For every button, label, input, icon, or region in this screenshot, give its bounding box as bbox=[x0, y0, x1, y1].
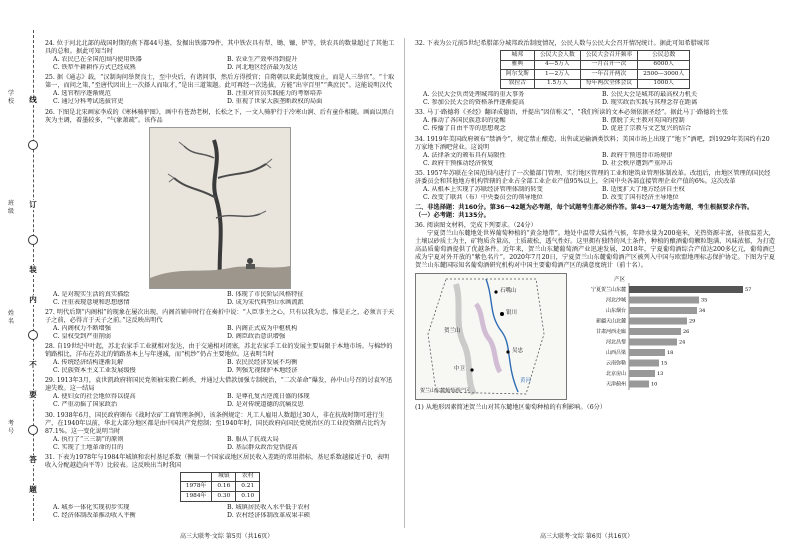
map-legend-label: 贺兰山东麓葡萄酒产区 bbox=[420, 387, 471, 394]
option-b[interactable]: B. 农民民经济发展不均衡 bbox=[227, 359, 298, 367]
option-b[interactable]: B. 适度扩大了地方经济自主权 bbox=[602, 185, 685, 193]
option-c[interactable]: C. 民族资本主义工业发展缓慢 bbox=[53, 367, 136, 375]
bar-value-label: 26 bbox=[683, 328, 690, 335]
table-cell: 4—5万人 bbox=[534, 60, 580, 70]
question-stem: 28. 自19世纪中叶起，苏北农家手工业就相对发达，由于交通相对闭塞，苏北农家手工业的发展主要局限于本地市场。与棉纱的销路相比，洋布在苏北的销路基本上与年递减，而“机纱”仍占主要地位。这表明当时 bbox=[45, 343, 393, 359]
map-place-label: 中卫 bbox=[454, 365, 466, 372]
bar bbox=[629, 380, 649, 387]
table-header-row bbox=[180, 472, 259, 482]
option-list bbox=[45, 436, 395, 452]
map-place-label: 贺兰山 bbox=[444, 327, 461, 334]
bar-value-label: 13 bbox=[657, 370, 664, 377]
option-a[interactable]: A. 从根本上实现了苏联经济管理体制的转变 bbox=[423, 185, 543, 193]
section-subtitle: （一）必考题：共135分。 bbox=[415, 212, 490, 220]
bar bbox=[629, 286, 743, 293]
option-list bbox=[45, 393, 395, 409]
option-list bbox=[415, 117, 775, 133]
map-drawing bbox=[416, 274, 566, 399]
table-cell: 0.10 bbox=[236, 492, 260, 502]
bar-value-label: 34 bbox=[699, 307, 706, 314]
table-cell: 0.16 bbox=[212, 482, 236, 492]
name-label: 姓名 bbox=[7, 310, 14, 325]
category-label: 河北沙城 bbox=[605, 297, 626, 303]
question-36 bbox=[415, 222, 775, 412]
bar bbox=[629, 349, 665, 356]
option-a[interactable]: A. 城乡一体化实现初步实现 bbox=[53, 503, 130, 511]
option-list bbox=[415, 152, 775, 168]
option-list bbox=[415, 186, 775, 202]
painting-image bbox=[150, 128, 290, 288]
bar-value-label: 57 bbox=[745, 286, 752, 293]
table-cell: 1.5万人 bbox=[534, 79, 580, 89]
option-a[interactable]: A. 选官程序逐渐规范 bbox=[53, 90, 111, 98]
option-a[interactable]: A. 推动了各国民族意识的觉醒 bbox=[423, 117, 506, 125]
question-stem: 36. 阅读图文材料，完成下列要求。（24分） bbox=[415, 222, 537, 230]
bar-value-label: 18 bbox=[667, 349, 674, 356]
sub-question-1: (1) 从地形因素简述贺兰山对其东麓地区葡萄种植的有利影响。（6分） bbox=[415, 403, 607, 411]
category-label: 河北昌黎 bbox=[605, 339, 626, 345]
column-divider bbox=[404, 38, 405, 528]
option-list bbox=[45, 359, 395, 375]
bar-chart-svg bbox=[573, 273, 773, 398]
option-c[interactable]: C. 政府干预推动经济恢复 bbox=[423, 159, 494, 167]
category-label: 甘肃河西走廊 bbox=[595, 328, 626, 335]
table-cell: 雅典 bbox=[500, 60, 534, 70]
option-b[interactable]: B. 内阁正式成为中枢机构 bbox=[227, 324, 298, 332]
table-cell: 阿尔戈斯 bbox=[500, 70, 534, 80]
table-row bbox=[500, 79, 690, 89]
map-place-label: 银川 bbox=[506, 309, 518, 316]
option-a[interactable]: A. 内阁权力不断增强 bbox=[53, 324, 111, 332]
question-28 bbox=[45, 343, 395, 375]
option-c[interactable]: C. 实现了土地革命的目的 bbox=[53, 443, 124, 451]
question-24 bbox=[45, 40, 395, 72]
question-30 bbox=[45, 412, 395, 452]
section-title: 二、非选择题：共160分。第36～42题为必考题，每个试题考生都必须作答。第43～47题为选考题，考生根据要求作答。 bbox=[415, 204, 754, 211]
question-stem: 32. 下表为公元前5世纪希腊部分城邦政治制度情况，公民人数与公民大会召开情况统计。据此可知希腊城邦 bbox=[415, 40, 710, 47]
option-b[interactable]: B. 政府干预违背市场规律 bbox=[602, 151, 673, 159]
table-row bbox=[500, 60, 690, 70]
option-b[interactable]: B. 公民大会是城邦的最高权力机关 bbox=[602, 91, 698, 99]
option-list bbox=[45, 504, 395, 520]
option-a[interactable]: A. 公民大会负责处理城邦的重大事务 bbox=[423, 91, 525, 99]
option-c[interactable]: C. 经济体制改革推动收入平衡 bbox=[53, 511, 136, 519]
table-header: 农村 bbox=[236, 472, 260, 482]
option-a[interactable]: A. 是对现实生活的真实描绘 bbox=[53, 290, 130, 298]
bar bbox=[629, 359, 659, 366]
question-32 bbox=[415, 40, 775, 107]
question-stem: 30. 1938年6月，国民政府颁布《战时农矿工商管理条例》，该条例规定：凡工人雇用人数超过30人，非在抗战时期可进行生产，在1940年以前，华北大部分地区都是由中国共产党控制；至1940年时，国民政府向国民党统治区的工业投资额占比约为87.1%。这一变化说明当时 bbox=[45, 411, 386, 435]
table-row bbox=[500, 70, 690, 80]
bar-value-label: 35 bbox=[701, 297, 708, 303]
question-stem: 31. 下表为1978年与1984年城镇和农村基尼系数（衡量一个国家或地区居民收入差距的常用指标，基尼系数越接近于0，表明收入分配越趋向平等）比较表。这反映出当时我国 bbox=[45, 453, 390, 469]
bar-value-label: 24 bbox=[679, 339, 686, 345]
question-27 bbox=[45, 309, 395, 341]
bar bbox=[629, 307, 697, 314]
option-d[interactable]: D. 社会秩序遭到严重冲击 bbox=[602, 159, 673, 167]
option-c[interactable]: C. 参加公民大会的资格条件逐渐提高 bbox=[423, 99, 525, 107]
option-c[interactable]: C. 铁犁牛耕耕作方式已经成熟 bbox=[53, 64, 136, 72]
margin-mark: 题 bbox=[27, 485, 39, 495]
bar bbox=[629, 370, 655, 377]
option-d[interactable]: D. 是对传统道德的沉痛反思 bbox=[227, 401, 304, 409]
category-label: 新疆天山北麓 bbox=[595, 318, 626, 324]
binding-margin bbox=[0, 0, 40, 551]
question-34 bbox=[415, 136, 775, 168]
question-stem: 25. 据《通志》载，“汉制询问举贤良士，至中央后，有诸问事，然后方得授官；自隋朝以来此制度废止，而是人三举官”。“十取第一，而问之策，”至唐代因出上一次择人而取才，”是出三道策题。此可再经一次选拔，方能“出宰百里”“典庶民”。这能说明汉代 bbox=[45, 74, 395, 90]
figure-row bbox=[415, 273, 775, 401]
option-list bbox=[45, 291, 395, 307]
category-label: 山西吕梁 bbox=[605, 349, 626, 356]
option-a[interactable]: A. 执行了“三三制”的原则 bbox=[53, 435, 124, 443]
option-d[interactable]: D. 阁臣政治意识增强 bbox=[227, 332, 286, 340]
exam-number-label: 考号 bbox=[7, 420, 14, 435]
question-31 bbox=[45, 454, 395, 520]
option-b[interactable]: B. 服从了抗战大局 bbox=[227, 435, 279, 443]
question-stem: 33. 马丁·路德将《圣经》翻译成德语，并提出“因信称义”，“我们所读的文本必须依据圣经”。据此马丁·路德的主张 bbox=[415, 109, 729, 117]
category-label: 云南弥勒 bbox=[605, 360, 626, 366]
option-c[interactable]: C. 注重表现意境和思想感情 bbox=[53, 298, 130, 306]
landscape-painting bbox=[149, 127, 291, 289]
category-label: 山东烟台 bbox=[605, 307, 626, 314]
right-column bbox=[415, 40, 775, 414]
table-header: 公民总数 bbox=[638, 51, 690, 61]
margin-circle bbox=[28, 425, 38, 435]
table-header: 公民大会召开频率 bbox=[580, 51, 637, 61]
option-list bbox=[415, 91, 775, 107]
table-cell: 1978年 bbox=[180, 482, 212, 492]
table-cell: 1000人 bbox=[638, 79, 690, 89]
map-place-label: 黄河 bbox=[520, 377, 532, 384]
option-c[interactable]: C. 传播了自由平等的思想观念 bbox=[423, 125, 506, 133]
option-b[interactable]: B. 是尊孔复古逆流日盛的体现 bbox=[227, 393, 310, 401]
question-29 bbox=[45, 377, 395, 409]
option-b[interactable]: B. 农业生产效率得到提升 bbox=[227, 56, 298, 64]
question-35 bbox=[415, 170, 775, 202]
map-place-label: 石嘴山 bbox=[500, 287, 517, 294]
option-d[interactable]: D. 促进了宗教与文艺复兴的结合 bbox=[602, 125, 692, 133]
option-d[interactable]: D. 农村经济体制改革成果丰硕 bbox=[227, 511, 310, 519]
margin-circle bbox=[28, 140, 38, 150]
option-d[interactable]: D. 列强无视保护本地经济 bbox=[227, 367, 298, 375]
question-stem: 24. 位于河北北部的战国时期的燕下都44号墓，发掘出铁器79件，其中铁农具有犁、锄、镰、铲等，铁农具的数量超过了其他工具的总和。据此可知当时 bbox=[45, 40, 395, 56]
option-b[interactable]: B. 城镇居民收入水平低于农村 bbox=[227, 503, 310, 511]
category-label: 天津蓟州 bbox=[605, 381, 626, 387]
option-a[interactable]: A. 使妇女的社会地位得以提高 bbox=[53, 393, 136, 401]
bar bbox=[629, 317, 687, 324]
margin-mark: 内 bbox=[27, 295, 39, 305]
table-cell: 0.30 bbox=[212, 492, 236, 502]
table-cell: 1984年 bbox=[180, 492, 212, 502]
category-label: 宁夏贺兰山东麓 bbox=[590, 286, 626, 293]
option-b[interactable]: B. 体现了市民阶层风格特征 bbox=[227, 290, 304, 298]
option-d[interactable]: D. 基层群众政治觉悟提高 bbox=[227, 443, 298, 451]
margin-mark: 要 bbox=[27, 390, 39, 400]
bar bbox=[629, 328, 681, 335]
table-row bbox=[180, 482, 259, 492]
option-b[interactable]: B. 摆脱了天主教对英国的控制 bbox=[602, 117, 685, 125]
margin-circle bbox=[28, 235, 38, 245]
bar bbox=[629, 296, 699, 303]
table-cell: 1—2万人 bbox=[534, 70, 580, 80]
option-d[interactable]: D. 河北地区经济最为发达 bbox=[227, 64, 298, 72]
table-header-row bbox=[500, 51, 690, 61]
option-b[interactable]: B. 注重对官员实践能力的考察培养 bbox=[227, 90, 323, 98]
table-header: 城镇 bbox=[212, 472, 236, 482]
option-list bbox=[45, 325, 395, 341]
table-cell: 0.21 bbox=[236, 482, 260, 492]
chart-title: 产区 bbox=[613, 276, 625, 283]
question-stem: 27. 明代后期“内阁相”的现象在屡次出现，内阁首辅申时行在奏折中说：“人臣事主之心，只有以我为忠，惟是正之，必须言于天子之前，必得言于天子之前。”这反映出明代 bbox=[45, 308, 395, 324]
option-c[interactable]: C. 改变了联共（布）中央委员会的领导地位 bbox=[423, 193, 543, 201]
bar-value-label: 10 bbox=[651, 381, 658, 387]
option-c[interactable]: C. 通过分科考试选拔官吏 bbox=[53, 98, 124, 106]
satisfaction-chart bbox=[573, 273, 773, 401]
option-d[interactable]: D. 成为宋代典型山水画流派 bbox=[227, 298, 304, 306]
category-label: 北京房山 bbox=[605, 370, 626, 377]
table-header: 公民大会人数 bbox=[534, 51, 580, 61]
option-c[interactable]: C. 严重动摇了国家政治 bbox=[53, 401, 118, 409]
page-footer-left: 高三大联考·文综 第5页（共16页） bbox=[180, 533, 274, 540]
table-cell: 叙拉古 bbox=[500, 79, 534, 89]
margin-mark: 装 bbox=[27, 265, 39, 275]
table-cell: 6000人 bbox=[638, 60, 690, 70]
bar-value-label: 29 bbox=[689, 318, 696, 324]
region-map bbox=[415, 273, 567, 400]
material-paragraph: 宁夏贺兰山东麓地处世界葡萄种植的“黄金地带”。地处中温带大陆性气候，年降水量为200毫米，光热资源丰富，昼夜温差大，土壤以砂质土为主，矿物质含量高，土质疏松，透气性好。这里拥有独特的风土条件，种植的酿酒葡萄颗粒饱满、风味浓郁，为打造高品质葡萄酒提供了优越条件。近年来，贺兰山东麓葡萄酒产业迅速发展，2018年，宁夏葡萄酒综合产值达200多亿元，葡萄酒已成为宁夏对外开放的“紫色名片”。2020年7月20日，宁夏贺兰山东麓葡萄酒产区被列入中国与欧盟地理标志保护协定。下图为宁夏贺兰山东麓国际知名葡萄酒研究机构对中国主要葡萄酒产区的满意度统计（前十名）。 bbox=[415, 230, 775, 270]
margin-mark: 答 bbox=[27, 455, 39, 465]
bar-value-label: 15 bbox=[661, 360, 668, 366]
left-column bbox=[45, 40, 395, 522]
table-row bbox=[180, 492, 259, 502]
question-33 bbox=[415, 109, 775, 133]
margin-mark: 线 bbox=[27, 95, 39, 105]
page-footer-right: 高三大联考·文综 第6页（共16页） bbox=[540, 533, 634, 540]
class-label: 班级 bbox=[7, 200, 14, 215]
question-stem: 29. 1913年3月，袁世凯政府将国民党领袖宋教仁刺杀，并通过大借款加强专制统治，“二次革命”爆发，孙中山号召的讨袁军迅速失败。这一结局 bbox=[45, 377, 393, 393]
option-d[interactable]: D. 改变了国有经济主导地位 bbox=[602, 193, 679, 201]
school-label: 学校 bbox=[7, 90, 14, 105]
option-d[interactable]: D. 现实政治实践与其理念存在距离 bbox=[602, 99, 698, 107]
table-cell: 一月召开一次 bbox=[580, 60, 637, 70]
question-26 bbox=[45, 109, 395, 307]
table-header bbox=[180, 472, 212, 482]
table-header: 城邦 bbox=[500, 51, 534, 61]
question-stem: 26. 下图是北宋画家李成的《寒林骑驴图》，画中有苍劲老树，长松之下，一文人骑驴行于冷寒山涧、后有童仆相随。画面以黑白灰为主调，着墨较多，“气象萧疏”。该作品 bbox=[45, 108, 395, 124]
section-2-header bbox=[415, 204, 775, 220]
gini-table bbox=[180, 472, 260, 502]
margin-circle bbox=[28, 330, 38, 340]
bar bbox=[629, 338, 677, 345]
table-cell: 一年召开两次 bbox=[580, 70, 637, 80]
option-list bbox=[45, 90, 395, 106]
margin-mark: 订 bbox=[27, 200, 39, 210]
question-stem: 34. 1919年美国政府颁布“禁酒令”，规定禁止酿造、出售或运输酒类饮料；美国市场上出现了“地下”酒吧，到1929年美国约有20万家地下酒吧营业。这说明 bbox=[415, 135, 770, 151]
polis-table bbox=[500, 50, 691, 89]
option-a[interactable]: A. 法律条文的颁布具有局限性 bbox=[423, 151, 506, 159]
option-d[interactable]: D. 重视了世家大族垄断政权的局面 bbox=[227, 98, 323, 106]
map-place-label: 吴忠 bbox=[512, 347, 524, 354]
table-cell: 每年两次全体会议 bbox=[580, 79, 637, 89]
question-25 bbox=[45, 74, 395, 106]
question-stem: 35. 1957年苏联在全国范围内进行了一次撤部门管理、实行地区管理的工业和建筑业管理体制改革。改组后，由地区管理的国民经济委员会和其他地方机构管辖的企业占全部工业企业产值95%以上，全国中央各部直接管理企业产值的6%。这次改革 bbox=[415, 169, 771, 185]
table-cell: 2500—3000人 bbox=[638, 70, 690, 80]
option-c[interactable]: C. 皇权受到严重削弱 bbox=[53, 332, 111, 340]
option-a[interactable]: A. 农民已在全国范围内使用铁器 bbox=[53, 56, 142, 64]
option-a[interactable]: A. 传统经济结构逐渐瓦解 bbox=[53, 359, 124, 367]
margin-mark: 不 bbox=[27, 360, 39, 370]
option-list bbox=[45, 56, 395, 72]
